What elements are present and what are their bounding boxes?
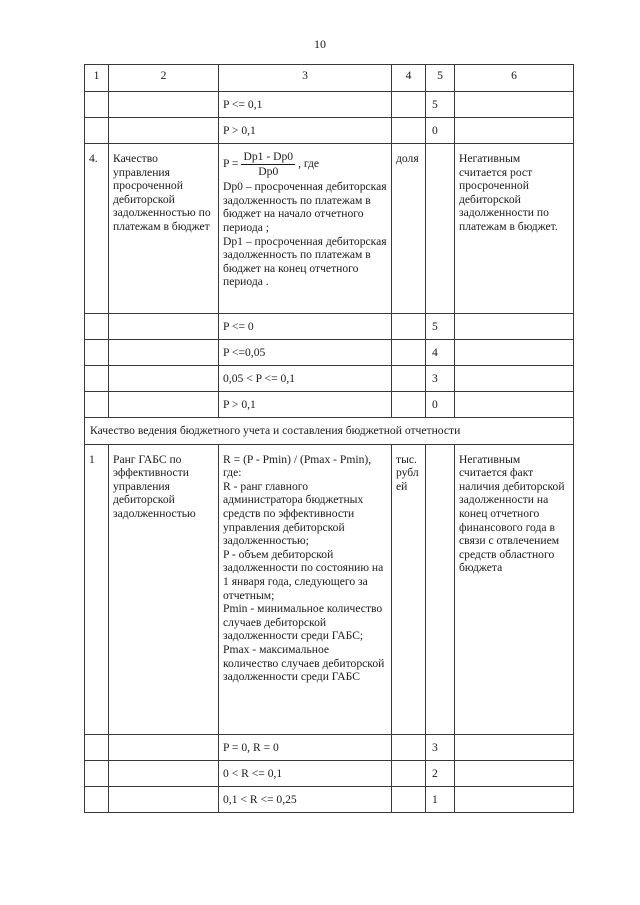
table-row [85,92,574,118]
table-header-row [85,65,574,92]
indicator-name: Качество управления просроченной дебиторской задолженностью по платежам в бюджет [109,144,219,314]
score-cell: 0 [426,118,455,144]
condition-cell: P > 0,1 [219,118,392,144]
definition: P - объем дебиторской задолженности по состоянию на 1 января года, следующего за отчетным; [223,547,384,602]
header-cell: 5 [426,65,455,92]
indicator-number: 4. [85,144,109,314]
formula-fraction [241,150,295,178]
section-title: Качество ведения бюджетного учета и составления бюджетной отчетности [85,418,574,445]
indicator-number: 1 [85,444,109,734]
indicator-row [85,444,574,734]
condition-cell: P <= 0 [219,314,392,340]
table-row [85,760,574,786]
header-cell: 1 [85,65,109,92]
definition: R - ранг главного администратора бюджетных средств по эффективности управления дебиторской задолженностью; [223,479,364,548]
indicator-unit: доля [392,144,426,314]
table-row [85,118,574,144]
score-cell: 3 [426,734,455,760]
header-cell: 6 [455,65,574,92]
condition-cell: 0 < R <= 0,1 [219,760,392,786]
indicator-formula-cell [219,144,392,314]
header-cell: 3 [219,65,392,92]
formula-suffix: , где [298,157,320,171]
table-row [85,314,574,340]
condition-cell: P = 0, R = 0 [219,734,392,760]
header-cell: 4 [392,65,426,92]
definition: Dp0 – просроченная дебиторская задолженность по платежам в бюджет на начало отчетного периода ; [223,180,387,234]
definition: Dp1 – просроченная дебиторская задолженность по платежам в бюджет на конец отчетного периода . [223,234,387,289]
condition-cell: P <=0,05 [219,340,392,366]
indicator-comment: Негативным считается факт наличия дебиторской задолженности на конец отчетного финансового года в связи с отвлечением средств областного бюджета [455,444,574,734]
condition-cell: P > 0,1 [219,392,392,418]
score-cell: 3 [426,366,455,392]
score-cell: 5 [426,314,455,340]
page-number: 10 [314,37,326,51]
formula: R = (P - Pmin) / (Pmax - Pmin), где: [223,452,372,480]
indicator-comment: Негативным считается рост просроченной дебиторской задолженности по платежам в бюджет. [455,144,574,314]
formula-numerator: Dp1 - Dp0 [243,150,294,163]
indicator-name: Ранг ГАБС по эффективности управления дебиторской задолженностью [109,444,219,734]
indicator-unit: тыс. рублей [392,444,426,734]
indicator-row [85,144,574,314]
score-cell: 1 [426,786,455,812]
indicators-table [84,64,574,813]
score-cell: 0 [426,392,455,418]
table-row [85,786,574,812]
condition-cell: P <= 0,1 [219,92,392,118]
definition: Pmin - минимальное количество случаев дебиторской задолженности среди ГАБС; [223,602,383,643]
score-cell: 2 [426,760,455,786]
section-row [85,418,574,445]
table-row [85,340,574,366]
condition-cell: 0,05 < P <= 0,1 [219,366,392,392]
header-cell: 2 [109,65,219,92]
score-cell: 4 [426,340,455,366]
score-cell: 5 [426,92,455,118]
formula [223,150,387,178]
table-row [85,366,574,392]
indicator-formula-cell [219,444,392,734]
condition-cell: 0,1 < R <= 0,25 [219,786,392,812]
definition: Pmax - максимальное количество случаев дебиторской задолженности среди ГАБС [223,642,385,684]
table-row [85,734,574,760]
formula-denominator: Dp0 [258,164,279,178]
formula-lhs: P = [223,157,239,171]
table-row [85,392,574,418]
